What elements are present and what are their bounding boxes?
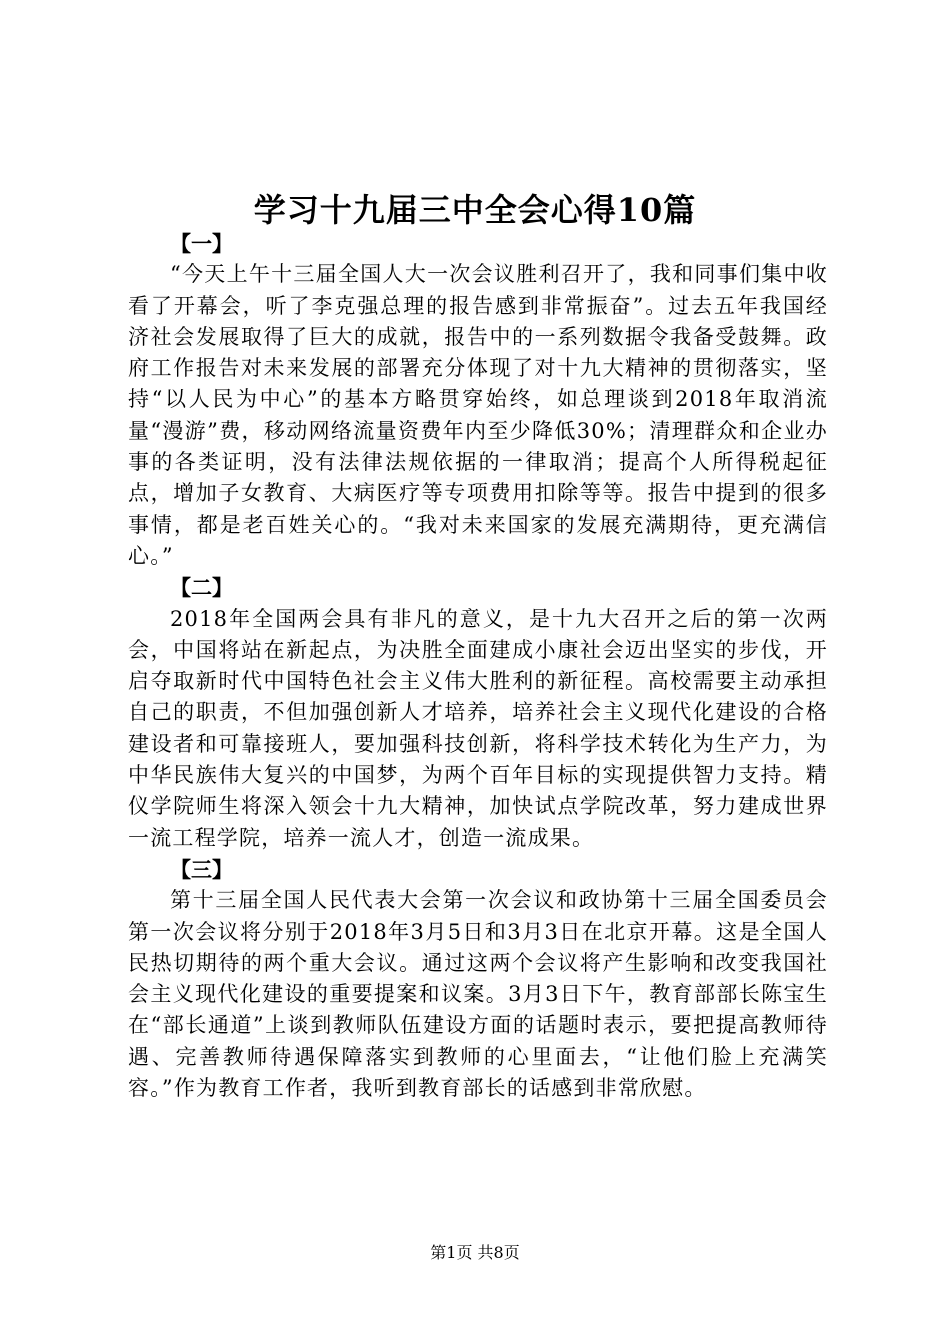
document-title: 学习十九届三中全会心得10篇: [253, 191, 697, 229]
section-paragraph-2: 2018年全国两会具有非凡的意义，是十九大召开之后的第一次两会，中国将站在新起点，为决胜全面建成小康社会迈出坚实的步伐，开启夺取新时代中国特色社会主义伟大胜利的新征程。高校需要主动承担自己的职责，不但加强创新人才培养，培养社会主义现代化建设的合格建设者和可靠接班人，要加强科技创新，将科学技术转化为生产力，为中华民族伟大复兴的中国梦，为两个百年目标的实现提供智力支持。精仪学院师生将深入领会十九大精神，加快试点学院改革，努力建成世界一流工程学院，培养一流人才，创造一流成果。: [128, 606, 828, 850]
section-heading-2: 【二】: [170, 575, 233, 601]
page-number-footer: 第1页 共8页: [430, 1243, 520, 1262]
section-heading-1: 【一】: [170, 231, 233, 256]
section-paragraph-3: 第十三届全国人民代表大会第一次会议和政协第十三届全国委员会第一次会议将分别于2018年3月5日和3月3日在北京开幕。这是全国人民热切期待的两个重大会议。通过这两个会议将产生影响和改变我国社会主义现代化建设的重要提案和议案。3月3日下午，教育部部长陈宝生在“部长通道”上谈到教师队伍建设方面的话题时表示，要把提高教师待遇、完善教师待遇保障落实到教师的心里面去，“让他们脸上充满笑容。”作为教育工作者，我听到教育部长的话感到非常欣慰。: [128, 888, 828, 1101]
section-paragraph-1: “今天上午十三届全国人大一次会议胜利召开了，我和同事们集中收看了开幕会，听了李克强总理的报告感到非常振奋”。过去五年我国经济社会发展取得了巨大的成就，报告中的一系列数据令我备受鼓舞。政府工作报告对未来发展的部署充分体现了对十九大精神的贯彻落实，坚持“以人民为中心”的基本方略贯穿始终，如总理谈到2018年取消流量“漫游”费，移动网络流量资费年内至少降低30%；清理群众和企业办事的各类证明，没有法律法规依据的一律取消；提高个人所得税起征点，增加子女教育、大病医疗等专项费用扣除等等。报告中提到的很多事情，都是老百姓关心的。“我对未来国家的发展充满期待，更充满信心。”: [128, 262, 828, 568]
document-body: [128, 228, 828, 1104]
section-heading-3: 【三】: [170, 856, 233, 882]
